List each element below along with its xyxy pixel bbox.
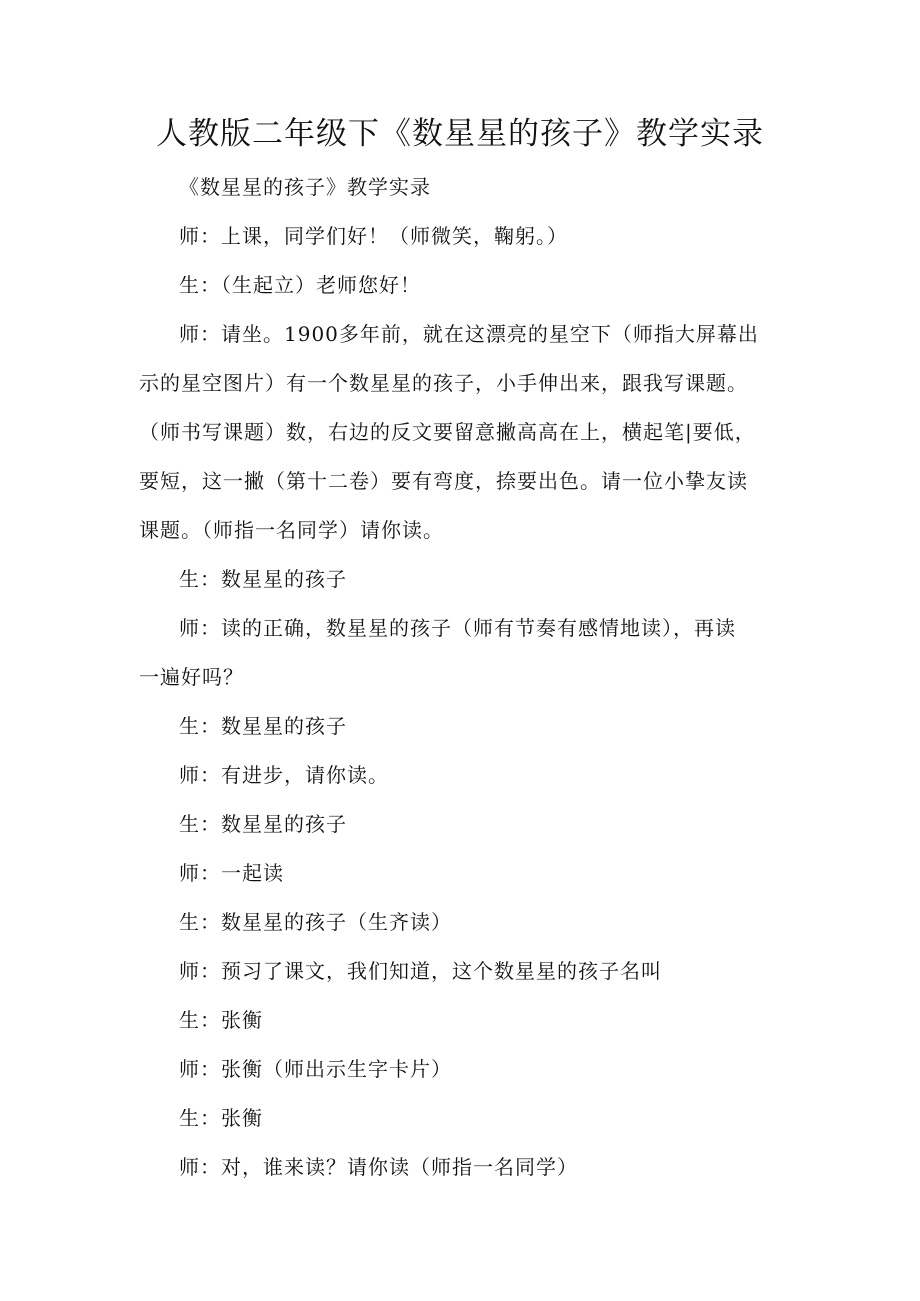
text-line: 生：数星星的孩子 (179, 714, 347, 738)
text-line: 生：数星星的孩子（生齐读） (179, 910, 452, 934)
paragraph-teacher (139, 1045, 784, 1094)
paragraph-student (139, 261, 784, 310)
text-line: 要短，这一撇（第十二卷）要有弯度，捺要出色。请一位小挚友读 (139, 469, 748, 493)
paragraph-teacher (139, 1143, 784, 1192)
text-line: 生：数星星的孩子 (179, 812, 347, 836)
paragraph-teacher (139, 604, 784, 702)
text-line: （师书写课题）数，右边的反文要留意撇高高在上，横起笔|要低， (139, 420, 756, 444)
text-line: 师：上课，同学们好！（师微笑，鞠躬。） (179, 224, 568, 248)
paragraph-student (139, 800, 784, 849)
document-body (139, 163, 784, 1192)
paragraph-student (139, 898, 784, 947)
text-line: 师：请坐。1900多年前，就在这漂亮的星空下（师指大屏幕出 (179, 322, 759, 346)
paragraph-student (139, 702, 784, 751)
text-line: 师：预习了课文，我们知道，这个数星星的孩子名叫 (179, 959, 662, 983)
paragraph-teacher (139, 751, 784, 800)
paragraph-subtitle (139, 163, 784, 212)
text-line: 生：数星星的孩子 (179, 567, 347, 591)
paragraph-student (139, 1094, 784, 1143)
text-line: 师：张衡（师出示生字卡片） (179, 1057, 452, 1081)
paragraph-student (139, 555, 784, 604)
paragraph-student (139, 996, 784, 1045)
text-line: 师：对，谁来读？请你读（师指一名同学） (179, 1155, 578, 1179)
paragraph-teacher (139, 947, 784, 996)
text-line: 课题。（师指一名同学）请你读。 (139, 518, 444, 542)
text-line: 师：读的正确，数星星的孩子（师有节奏有感情地读），再读 (179, 616, 736, 640)
paragraph-teacher (139, 212, 784, 261)
text-line: 《数星星的孩子》教学实录 (179, 175, 431, 199)
text-line: 师：一起读 (179, 861, 284, 885)
text-line: 师：有进步，请你读。 (179, 763, 389, 787)
text-line: 一遍好吗？ (139, 665, 244, 689)
text-line: 生：（生起立）老师您好！ (179, 273, 421, 297)
paragraph-teacher (139, 849, 784, 898)
document-title: 人教版二年级下《数星星的孩子》教学实录 (156, 116, 764, 152)
text-line: 生：张衡 (179, 1008, 263, 1032)
paragraph-teacher-long (139, 310, 784, 555)
text-line: 示的星空图片）有一个数星星的孩子，小手伸出来，跟我写课题。 (139, 371, 748, 395)
text-line: 生：张衡 (179, 1106, 263, 1130)
